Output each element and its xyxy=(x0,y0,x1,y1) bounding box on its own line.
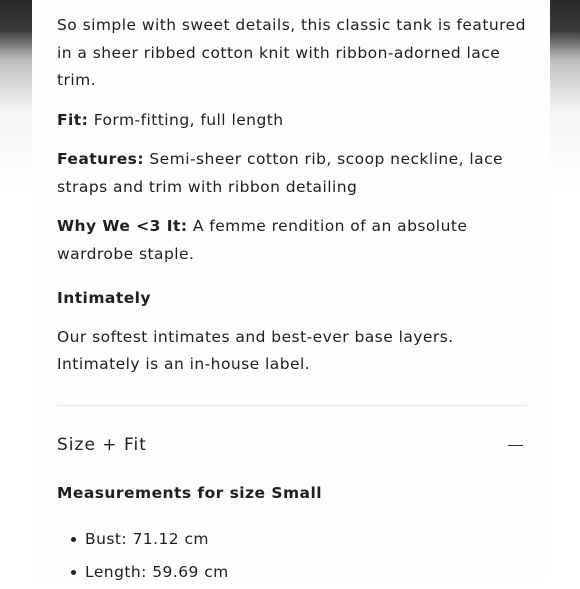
fit-label: Fit: xyxy=(57,110,89,129)
features-detail xyxy=(57,146,527,201)
why-we-love-it-detail xyxy=(57,213,527,268)
measurements-list xyxy=(57,523,527,589)
why-label: Why We <3 It: xyxy=(57,217,188,235)
brand-description: Our softest intimates and best-ever base layers. Intimately is an in-house label. xyxy=(57,327,454,373)
bullet-icon xyxy=(71,537,76,542)
brand-heading: Intimately xyxy=(57,289,151,307)
list-item xyxy=(57,556,527,589)
product-details-content xyxy=(57,12,527,589)
product-description: So simple with sweet details, this classic tank is featured in a sheer ribbed cotton knit with ribbon-adorned lace trim. xyxy=(57,16,526,89)
left-edge-shadow xyxy=(0,0,32,580)
list-item xyxy=(57,523,527,556)
fit-text: Form-fitting, full length xyxy=(88,110,284,129)
features-label: Features: xyxy=(57,150,145,168)
bullet-icon xyxy=(71,570,76,575)
features-text: Semi-sheer cotton rib, scoop neckline, lace straps and trim with ribbon detailing xyxy=(57,150,504,196)
minus-icon[interactable] xyxy=(506,437,524,455)
why-text: A femme rendition of an absolute wardrobe staple. xyxy=(57,217,468,263)
size-fit-title: Size + Fit xyxy=(57,434,147,455)
measurement-length: Length: 59.69 cm xyxy=(85,562,229,581)
right-edge-shadow xyxy=(550,0,580,580)
measurement-bust: Bust: 71.12 cm xyxy=(85,529,209,548)
product-details-panel xyxy=(32,0,550,580)
size-fit-accordion-header[interactable] xyxy=(57,426,527,466)
measurements-heading: Measurements for size Small xyxy=(57,483,322,502)
fit-detail xyxy=(57,107,527,135)
section-divider xyxy=(57,405,527,406)
